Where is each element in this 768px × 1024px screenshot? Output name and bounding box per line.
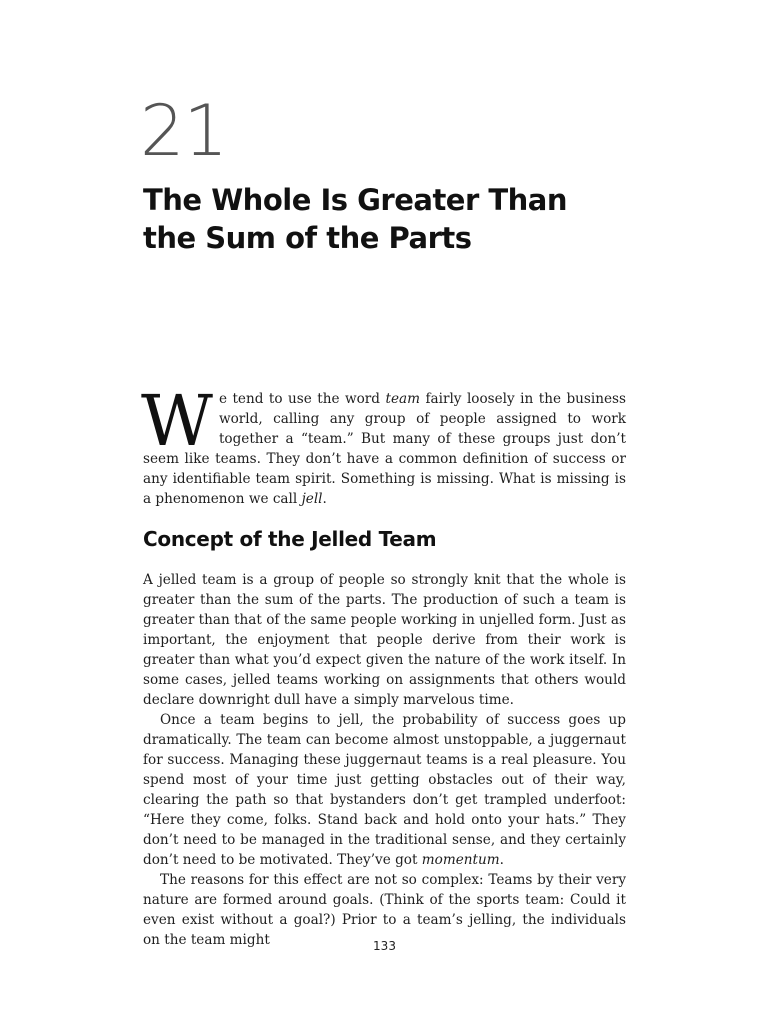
intro-paragraph	[141, 380, 627, 509]
section-body	[143, 570, 626, 950]
intro-emphasis-jell: jell	[301, 491, 323, 507]
book-page	[140, 0, 627, 1024]
paragraph-2-text-1: Once a team begins to jell, the probability of success goes up dramatically. The team can become almost unstoppable, a juggernaut for success. Managing these juggernaut teams is a real pleasure. You spend most of your time just getting obstacles out of their way, clearing the path so that bystanders don’t get trampled underfoot: “Here they come, folks. Stand back and hold onto your hats.” They don’t need to be managed in the traditional sense, and they certainly don’t need to be motivated. They’ve got	[143, 712, 626, 868]
intro-text-3: .	[322, 491, 327, 507]
paragraph-2-emphasis: momentum	[421, 852, 500, 868]
intro-text-1: e tend to use the word	[218, 391, 386, 407]
intro-emphasis-team: team	[385, 391, 420, 407]
drop-cap: W	[141, 380, 213, 462]
paragraph-3: The reasons for this effect are not so complex: Teams by their very nature are formed around goals. (Think of the sports team: Could it even exist without a goal?) Prior to a team’s jelling, the individuals on the team might	[143, 872, 626, 948]
paragraph-2-text-2: .	[499, 852, 504, 868]
chapter-title-line-2: the Sum of the Parts	[143, 221, 472, 255]
paragraph-2	[143, 710, 626, 870]
section-heading: Concept of the Jelled Team	[143, 527, 437, 551]
chapter-number: 21	[140, 90, 228, 172]
paragraph-1: A jelled team is a group of people so strongly knit that the whole is greater than the sum of the parts. The production of such a team is greater than that of the same people working in unjelled form. Just as important, the enjoyment that people derive from their work is greater than what you’d expect given the nature of the work itself. In some cases, jelled teams working on assignments that others would declare downright dull have a simply marvelous time.	[143, 572, 626, 708]
page-number: 133	[373, 939, 396, 953]
chapter-title-line-1: The Whole Is Greater Than	[143, 183, 568, 217]
chapter-title	[143, 181, 626, 257]
intro-text-2: fairly loosely in the business world, calling any group of people assigned to work together a “team.” But many of these groups just don’t seem like teams. They don’t have a common definition of success or any identifiable team spirit. Something is missing. What is missing is a phenomenon we call	[143, 391, 627, 507]
